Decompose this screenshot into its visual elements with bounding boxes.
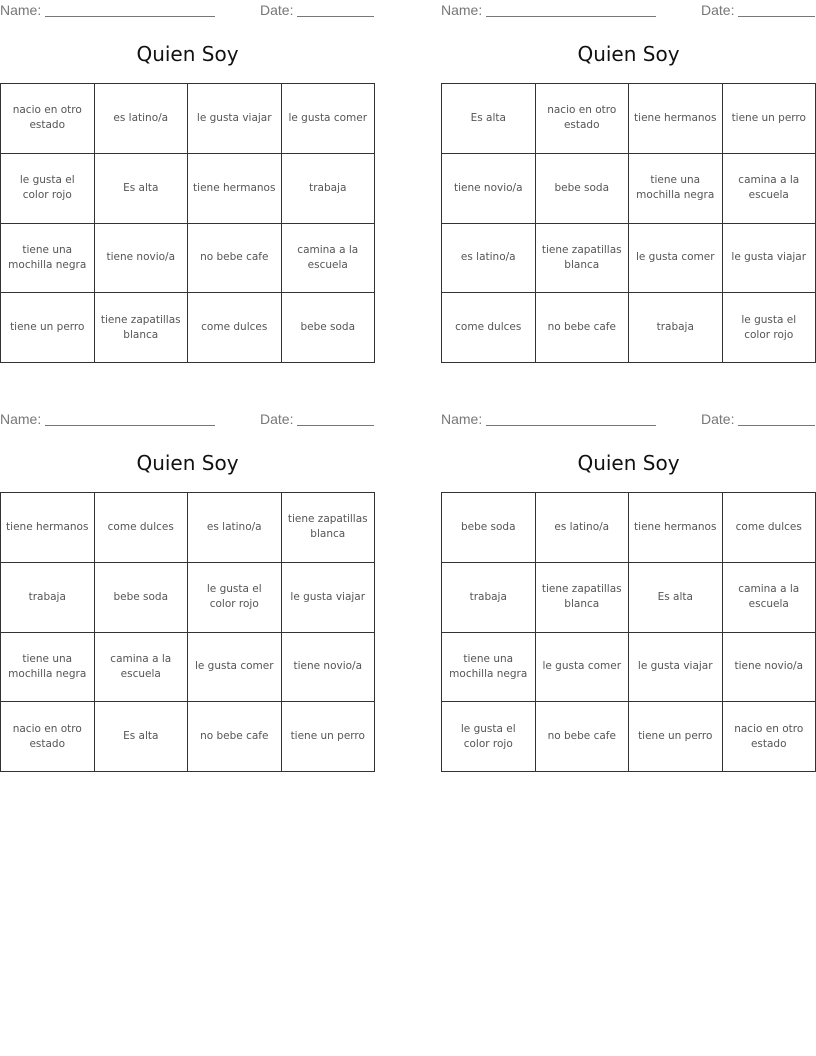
date-field xyxy=(260,2,374,18)
name-label: Name: xyxy=(0,2,42,18)
bingo-cell: tiene zapatillas blanca xyxy=(536,224,630,294)
bingo-grid xyxy=(441,492,816,772)
date-label: Date: xyxy=(260,411,294,427)
bingo-cell: trabaja xyxy=(282,154,376,224)
bingo-cell: tiene un perro xyxy=(629,702,723,772)
bingo-cell: tiene hermanos xyxy=(1,493,95,563)
name-date-row xyxy=(0,2,375,20)
name-line xyxy=(486,411,656,426)
name-field xyxy=(441,2,656,18)
bingo-cell: le gusta el color rojo xyxy=(188,563,282,633)
name-date-row xyxy=(441,411,816,429)
bingo-cell: tiene zapatillas blanca xyxy=(95,293,189,363)
bingo-cell: bebe soda xyxy=(282,293,376,363)
bingo-cell: tiene una mochilla negra xyxy=(1,633,95,703)
bingo-cell: nacio en otro estado xyxy=(1,84,95,154)
bingo-cell: le gusta comer xyxy=(629,224,723,294)
bingo-card xyxy=(0,409,375,779)
bingo-cell: bebe soda xyxy=(95,563,189,633)
bingo-cell: le gusta comer xyxy=(536,633,630,703)
name-date-row xyxy=(441,2,816,20)
bingo-cell: le gusta viajar xyxy=(723,224,816,294)
bingo-cell: tiene un perro xyxy=(1,293,95,363)
bingo-cell: le gusta viajar xyxy=(282,563,376,633)
bingo-cell: le gusta el color rojo xyxy=(723,293,816,363)
bingo-cell: come dulces xyxy=(188,293,282,363)
bingo-cell: tiene zapatillas blanca xyxy=(282,493,376,563)
date-field xyxy=(260,411,374,427)
bingo-cell: camina a la escuela xyxy=(282,224,376,294)
bingo-cell: come dulces xyxy=(723,493,816,563)
bingo-card xyxy=(0,0,375,370)
bingo-cell: no bebe cafe xyxy=(188,224,282,294)
card-title: Quien Soy xyxy=(577,451,680,475)
bingo-cell: nacio en otro estado xyxy=(536,84,630,154)
bingo-cell: tiene hermanos xyxy=(188,154,282,224)
bingo-cell: nacio en otro estado xyxy=(1,702,95,772)
date-line xyxy=(297,2,374,17)
name-field xyxy=(0,2,215,18)
name-label: Name: xyxy=(441,2,483,18)
name-date-row xyxy=(0,411,375,429)
date-label: Date: xyxy=(701,2,735,18)
bingo-card xyxy=(441,0,816,370)
bingo-cell: Es alta xyxy=(442,84,536,154)
bingo-cell: trabaja xyxy=(442,563,536,633)
bingo-cell: trabaja xyxy=(629,293,723,363)
bingo-cell: es latino/a xyxy=(536,493,630,563)
bingo-cell: come dulces xyxy=(95,493,189,563)
bingo-cell: Es alta xyxy=(95,702,189,772)
bingo-grid xyxy=(441,83,816,363)
card-title: Quien Soy xyxy=(577,42,680,66)
bingo-cell: le gusta el color rojo xyxy=(1,154,95,224)
bingo-cell: no bebe cafe xyxy=(536,293,630,363)
bingo-cell: come dulces xyxy=(442,293,536,363)
bingo-cell: tiene novio/a xyxy=(95,224,189,294)
name-label: Name: xyxy=(0,411,42,427)
bingo-grid xyxy=(0,83,375,363)
name-field xyxy=(0,411,215,427)
bingo-cell: tiene un perro xyxy=(723,84,816,154)
date-line xyxy=(738,2,815,17)
bingo-cell: Es alta xyxy=(629,563,723,633)
bingo-cell: le gusta el color rojo xyxy=(442,702,536,772)
bingo-cell: no bebe cafe xyxy=(188,702,282,772)
bingo-cell: es latino/a xyxy=(442,224,536,294)
bingo-cell: tiene hermanos xyxy=(629,84,723,154)
bingo-cell: tiene un perro xyxy=(282,702,376,772)
bingo-cell: es latino/a xyxy=(95,84,189,154)
bingo-cell: camina a la escuela xyxy=(95,633,189,703)
name-line xyxy=(45,411,215,426)
date-field xyxy=(701,2,815,18)
date-label: Date: xyxy=(260,2,294,18)
bingo-cell: camina a la escuela xyxy=(723,563,816,633)
name-field xyxy=(441,411,656,427)
bingo-cell: tiene hermanos xyxy=(629,493,723,563)
bingo-cell: tiene zapatillas blanca xyxy=(536,563,630,633)
bingo-cell: bebe soda xyxy=(536,154,630,224)
card-title: Quien Soy xyxy=(136,42,239,66)
date-label: Date: xyxy=(701,411,735,427)
bingo-cell: tiene novio/a xyxy=(442,154,536,224)
bingo-cell: le gusta viajar xyxy=(629,633,723,703)
name-label: Name: xyxy=(441,411,483,427)
date-line xyxy=(738,411,815,426)
bingo-cell: tiene una mochilla negra xyxy=(629,154,723,224)
bingo-cell: trabaja xyxy=(1,563,95,633)
bingo-cell: nacio en otro estado xyxy=(723,702,816,772)
bingo-cell: le gusta viajar xyxy=(188,84,282,154)
bingo-cell: tiene una mochilla negra xyxy=(442,633,536,703)
date-line xyxy=(297,411,374,426)
bingo-card xyxy=(441,409,816,779)
bingo-cell: no bebe cafe xyxy=(536,702,630,772)
card-title: Quien Soy xyxy=(136,451,239,475)
bingo-cell: bebe soda xyxy=(442,493,536,563)
bingo-cell: le gusta comer xyxy=(188,633,282,703)
bingo-grid xyxy=(0,492,375,772)
name-line xyxy=(45,2,215,17)
bingo-cell: tiene novio/a xyxy=(723,633,816,703)
bingo-cell: es latino/a xyxy=(188,493,282,563)
bingo-cell: tiene novio/a xyxy=(282,633,376,703)
bingo-cell: le gusta comer xyxy=(282,84,376,154)
bingo-cell: tiene una mochilla negra xyxy=(1,224,95,294)
date-field xyxy=(701,411,815,427)
name-line xyxy=(486,2,656,17)
bingo-cell: camina a la escuela xyxy=(723,154,816,224)
bingo-cell: Es alta xyxy=(95,154,189,224)
